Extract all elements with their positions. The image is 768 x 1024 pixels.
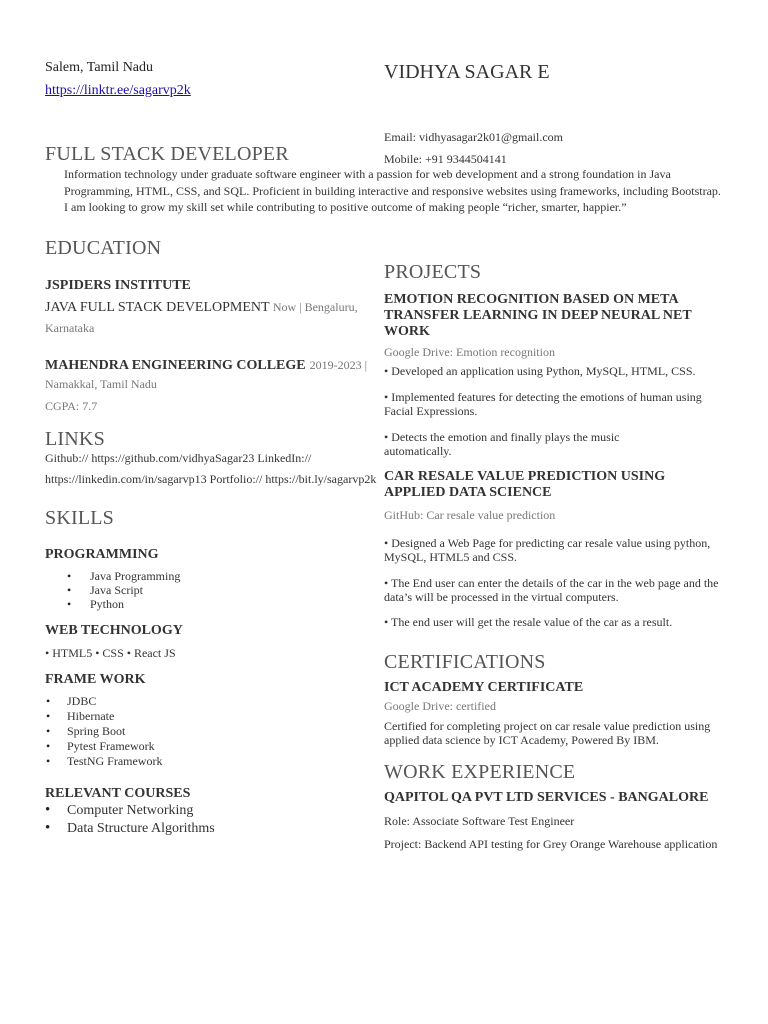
education-meta-2: Namakkal, Tamil Nadu <box>45 377 157 391</box>
summary: Information technology under graduate software engineer with a passion for web development and a strong foundation in Java Programming, HTML, CSS, and SQL. Proficient in building interactive and responsive websites using frameworks, including Bootstrap. I am looking to grow my skill set while contributing to positive outcome of making people “richer, smarter, happier.” <box>64 167 721 214</box>
job-title: FULL STACK DEVELOPER <box>45 143 289 165</box>
work-role: Role: Associate Software Test Engineer <box>384 814 575 828</box>
certificate-description-line: applied data science by ICT Academy, Powered By IBM. <box>384 733 659 747</box>
project-bullet-line: Facial Expressions. <box>384 404 478 418</box>
links-line-1[interactable]: Github:// https://github.com/vidhyaSagar23 LinkedIn:// <box>45 451 312 465</box>
education-heading: EDUCATION <box>45 237 162 259</box>
links-line-2[interactable]: https://linkedin.com/in/sagarvp13 Portfolio:// https://bit.ly/sagarvp2k <box>45 472 377 486</box>
project-title <box>384 292 692 340</box>
list-item: Data Structure Algorithms <box>67 821 215 836</box>
project-bullet-line: • Designed a Web Page for predicting car resale value using python, <box>384 536 711 550</box>
list-item: JDBC <box>67 694 97 708</box>
project-bullet-line: MySQL, HTML5 and CSS. <box>384 550 518 564</box>
location: Salem, Tamil Nadu <box>45 60 154 75</box>
project-bullet <box>384 576 719 604</box>
project-title-line: EMOTION RECOGNITION BASED ON META <box>384 292 679 307</box>
skills-heading: SKILLS <box>45 507 114 529</box>
education-cgpa: CGPA: 7.7 <box>45 399 98 413</box>
list-item: Hibernate <box>67 709 115 723</box>
certifications-heading: CERTIFICATIONS <box>384 651 546 673</box>
project-bullet <box>384 390 702 418</box>
email: Email: vidhyasagar2k01@gmail.com <box>384 130 564 144</box>
education-school: JSPIDERS INSTITUTE <box>45 278 191 293</box>
project-title-line: CAR RESALE VALUE PREDICTION USING <box>384 469 666 484</box>
mobile: Mobile: +91 9344504141 <box>384 152 507 166</box>
project-bullet <box>384 536 710 564</box>
work-company: QAPITOL QA PVT LTD SERVICES - BANGALORE <box>384 790 709 805</box>
web-technology-heading: WEB TECHNOLOGY <box>45 623 183 638</box>
project-title <box>384 469 665 501</box>
project-bullet <box>384 430 619 458</box>
programming-heading: PROGRAMMING <box>45 547 159 562</box>
project-bullet: • The end user will get the resale value of the car as a result. <box>384 615 673 629</box>
relevant-courses-heading: RELEVANT COURSES <box>45 786 191 801</box>
certificate-description-line: Certified for completing project on car resale value prediction using <box>384 719 711 733</box>
certificate-title: ICT ACADEMY CERTIFICATE <box>384 680 584 695</box>
project-source[interactable]: Google Drive: Emotion recognition <box>384 345 555 359</box>
education-meta: 2019-2023 | <box>309 358 367 372</box>
project-source[interactable]: GitHub: Car resale value prediction <box>384 508 556 522</box>
project-bullet: • Developed an application using Python, MySQL, HTML, CSS. <box>384 364 696 378</box>
certificate-description <box>384 719 710 747</box>
work-project: Project: Backend API testing for Grey Orange Warehouse application <box>384 837 718 851</box>
project-bullet-line: • The End user can enter the details of the car in the web page and the <box>384 576 719 590</box>
certificate-source[interactable]: Google Drive: certified <box>384 699 496 713</box>
education-meta: Now | Bengaluru, <box>272 300 358 314</box>
list-item: Java Script <box>90 583 143 597</box>
project-bullet-line: data’s will be processed in the virtual computers. <box>384 590 619 604</box>
education-school: MAHENDRA ENGINEERING COLLEGE <box>45 358 306 373</box>
project-bullet-line: • Detects the emotion and finally plays the music <box>384 430 620 444</box>
projects-heading: PROJECTS <box>384 261 482 283</box>
framework-heading: FRAME WORK <box>45 672 146 687</box>
list-item: Pytest Framework <box>67 739 155 753</box>
list-item: Computer Networking <box>67 803 194 818</box>
list-item: Java Programming <box>90 569 181 583</box>
education-meta-2: Karnataka <box>45 321 95 335</box>
project-bullet-line: • Implemented features for detecting the emotions of human using <box>384 390 702 404</box>
linktree-link[interactable]: https://linktr.ee/sagarvp2k <box>45 83 191 98</box>
project-title-line: APPLIED DATA SCIENCE <box>384 485 552 500</box>
links-heading: LINKS <box>45 428 105 450</box>
list-item: TestNG Framework <box>67 754 163 768</box>
list-item: Spring Boot <box>67 724 126 738</box>
candidate-name: VIDHYA SAGAR E <box>384 61 550 83</box>
education-college-line <box>45 356 367 374</box>
project-title-line: WORK <box>384 324 430 339</box>
education-program-name: JAVA FULL STACK DEVELOPMENT <box>45 300 270 315</box>
work-experience-heading: WORK EXPERIENCE <box>384 761 576 783</box>
project-title-line: TRANSFER LEARNING IN DEEP NEURAL NET <box>384 308 692 323</box>
web-technology-list: • HTML5 • CSS • React JS <box>45 646 176 660</box>
education-program <box>45 300 358 316</box>
list-item: Python <box>90 597 125 611</box>
project-bullet-line: automatically. <box>384 444 452 458</box>
